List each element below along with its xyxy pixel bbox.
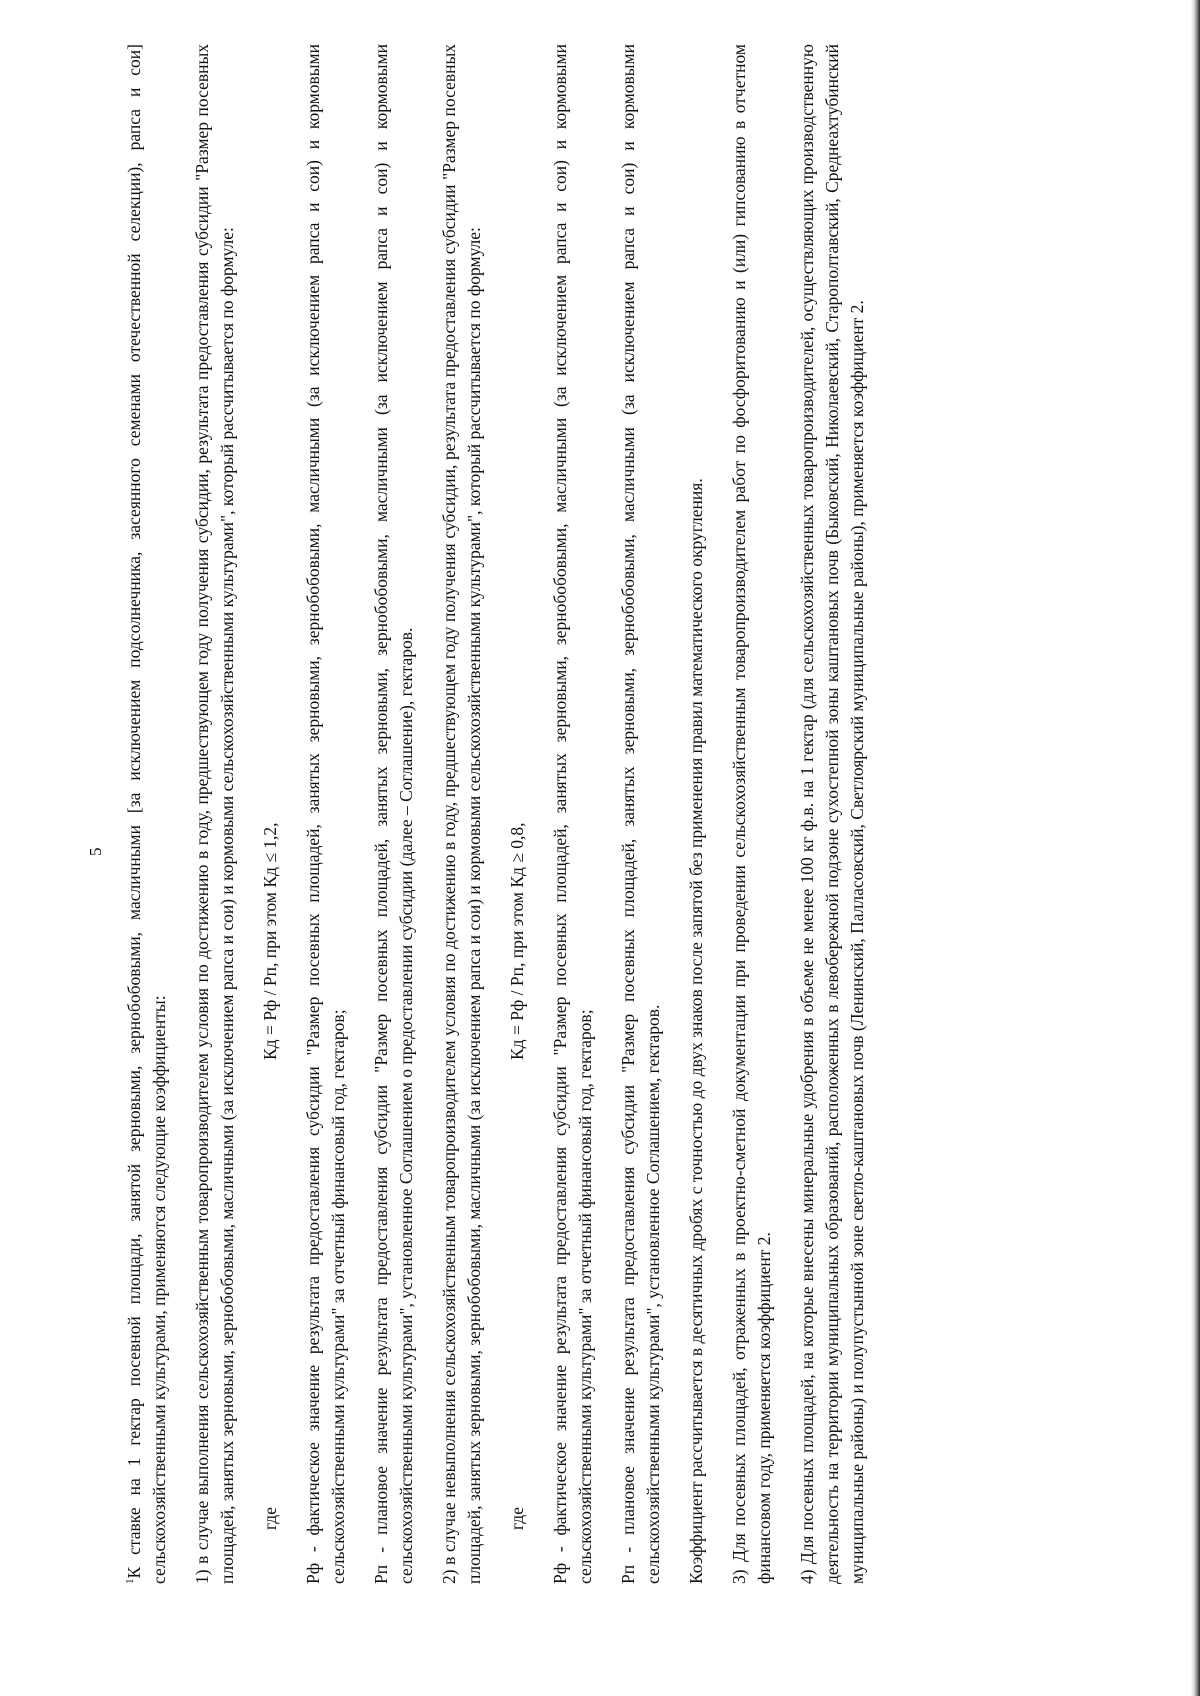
item-3-paragraph: 3) Для посевных площадей, отраженных в проектно-сметной документации при проведении сельскохозяйственным товаропроизводителем работ по фосфоритованию и (или) гипсованию в отчетном финансовом году, применяется коэффициент 2. <box>729 44 774 1584</box>
document-body <box>122 44 888 1584</box>
page-number: 5 <box>86 847 105 856</box>
definition-rf-2: Рф - фактическое значение результата предоставления субсидии "Размер посевных площадей, занятых зерновыми, зернобобовыми, масличными (за исключением рапса и сои) и кормовыми сельскохозяйственными культурами" за отчетный финансовый год, гектаров; <box>550 44 595 1584</box>
formula-2-row <box>505 44 530 1584</box>
definition-rp-2: Рп - плановое значение результата предоставления субсидии "Размер посевных площадей, занятых зерновыми, зернобобовыми, масличными (за исключением рапса и сои) и кормовыми сельскохозяйственными культурами", установленное Соглашением, гектаров. <box>618 44 663 1584</box>
definitions-2 <box>548 44 666 1584</box>
definition-rf-1: Рф - фактическое значение результата предоставления субсидии "Размер посевных площадей, занятых зерновыми, зернобобовыми, масличными (за исключением рапса и сои) и кормовыми сельскохозяйственными культурами" за отчетный финансовый год, гектаров; <box>303 44 348 1584</box>
definitions-1 <box>301 44 419 1584</box>
formula-1-row <box>258 44 283 1584</box>
formula-1: Кд = Рф / Рп, при этом Кд ≤ 1,2, <box>260 822 280 1060</box>
where-label-2: где <box>507 1507 527 1530</box>
footnote-mark: 1 <box>124 1578 137 1584</box>
item-2-paragraph: 2) в случае невыполнения сельскохозяйственным товаропроизводителем условия по достижению в году, предшествующем году получения субсидии, результата предоставления субсидии "Размер посевных площадей, занятых зерновыми, зернобобовыми, масличными (за исключением рапса и сои) и кормовыми сельскохозяйственными культурами", который рассчитывается по формуле: <box>439 44 484 1584</box>
rounding-note: Коэффициент рассчитывается в десятичных дробях с точностью до двух знаков после запятой без применения правил математического округления. <box>686 478 706 1584</box>
item-4-paragraph: 4) Для посевных площадей, на которые внесены минеральные удобрения в объеме не менее 100 кг ф.в. на 1 гектар (для сельскохозяйственных товаропроизводителей, осуществляющих производственную деятельность на территории муниципальных образований, расположенных в левобережной подзоне сухостепной зоны каштановых почв (Быковский, Николаевский, Старополтавский, Среднеахтубинский муниципальные районы) и полупустынной зоне светло-каштановых почв (Ленинский, Палласовский, Светлоярский муниципальные районы), применяется коэффициент 2. <box>797 44 867 1584</box>
formula-2: Кд = Рф / Рп, при этом Кд ≥ 0,8, <box>507 822 527 1060</box>
item-1-paragraph: 1) в случае выполнения сельскохозяйственным товаропроизводителем условия по достижению в году, предшествующем году получения субсидии, результата предоставления субсидии "Размер посевных площадей, занятых зерновыми, зернобобовыми, масличными (за исключением рапса и сои) и кормовыми сельскохозяйственными культурами", который рассчитывается по формуле: <box>192 44 237 1584</box>
intro-text: К ставке на 1 гектар посевной площади, занятой зерновыми, зернобобовыми, масличными [за исключением подсолнечника, засеянного семенами отечественной селекции), рапса и сои] сельскохозяйственными культурами, применяются следующие коэффициенты: <box>124 44 169 1584</box>
definition-rp-1: Рп - плановое значение результата предоставления субсидии "Размер посевных площадей, занятых зерновыми, зернобобовыми, масличными (за исключением рапса и сои) и кормовыми сельскохозяйственными культурами", установленное Соглашением о предоставлении субсидии (далее – Соглашение), гектаров. <box>371 44 416 1584</box>
intro-paragraph <box>122 44 172 1584</box>
where-label-1: где <box>260 1507 280 1530</box>
